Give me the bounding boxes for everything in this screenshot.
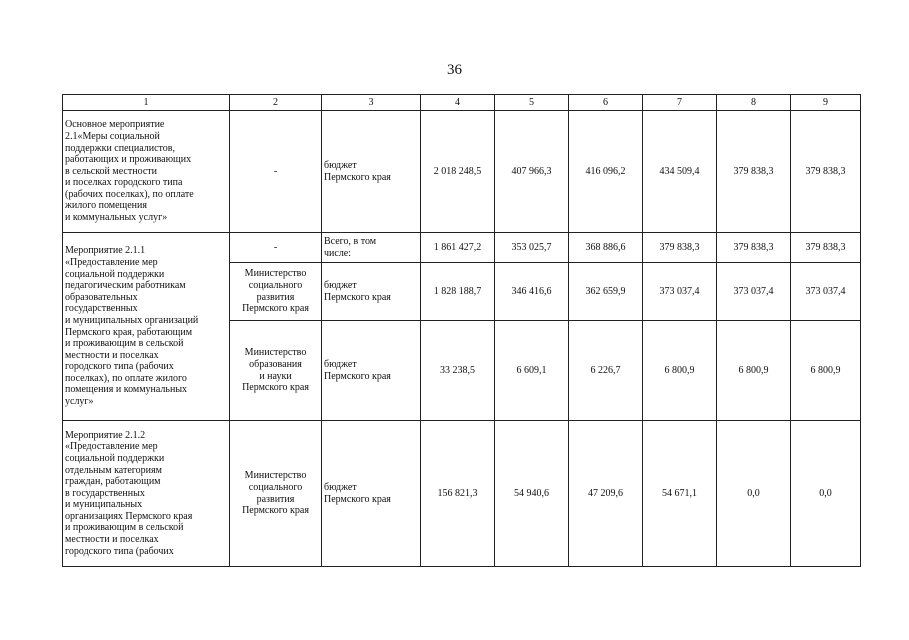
value-cell: 6 800,9	[717, 321, 791, 421]
funding-source-cell: бюджет Пермского края	[322, 263, 421, 321]
column-header: 8	[717, 95, 791, 111]
executor-cell: -	[230, 111, 322, 233]
column-header: 7	[643, 95, 717, 111]
value-cell: 373 037,4	[643, 263, 717, 321]
value-cell: 407 966,3	[495, 111, 569, 233]
column-header: 1	[63, 95, 230, 111]
value-cell: 373 037,4	[717, 263, 791, 321]
table-row	[63, 421, 861, 567]
funding-source-cell: бюджет Пермского края	[322, 421, 421, 567]
funding-source-cell: бюджет Пермского края	[322, 111, 421, 233]
value-cell: 368 886,6	[569, 233, 643, 263]
column-number-row	[63, 95, 861, 111]
column-header: 3	[322, 95, 421, 111]
executor-cell: -	[230, 233, 322, 263]
value-cell: 47 209,6	[569, 421, 643, 567]
executor-cell: Министерство социального развития Пермского края	[230, 263, 322, 321]
funding-source-cell: Всего, в том числе:	[322, 233, 421, 263]
value-cell: 379 838,3	[791, 111, 861, 233]
value-cell: 2 018 248,5	[421, 111, 495, 233]
activity-description: Основное мероприятие 2.1«Меры социальной поддержки специалистов, работающих и проживающих в сельской местности и поселках городского типа (рабочих поселках), по оплате жилого помещения и коммунальных услуг»	[63, 111, 230, 233]
activity-description: Мероприятие 2.1.2 «Предоставление мер социальной поддержки отдельным категориям граждан, работающим в государственных и муниципальных организациях Пермского края и проживающим в сельской местности и поселках городского типа (рабочих	[63, 421, 230, 567]
value-cell: 362 659,9	[569, 263, 643, 321]
value-cell: 1 828 188,7	[421, 263, 495, 321]
value-cell: 54 671,1	[643, 421, 717, 567]
value-cell: 54 940,6	[495, 421, 569, 567]
table-row	[63, 233, 861, 263]
column-header: 6	[569, 95, 643, 111]
value-cell: 379 838,3	[717, 111, 791, 233]
value-cell: 346 416,6	[495, 263, 569, 321]
column-header: 9	[791, 95, 861, 111]
value-cell: 379 838,3	[717, 233, 791, 263]
activity-description: Мероприятие 2.1.1 «Предоставление мер социальной поддержки педагогическим работникам образовательных государственных и муниципальных организаций Пермского края, работающим и проживающим в сельской местности и поселках городского типа (рабочих поселках), по оплате жилого помещения и коммунальных услуг»	[63, 233, 230, 421]
column-header: 2	[230, 95, 322, 111]
value-cell: 0,0	[791, 421, 861, 567]
value-cell: 156 821,3	[421, 421, 495, 567]
value-cell: 434 509,4	[643, 111, 717, 233]
value-cell: 373 037,4	[791, 263, 861, 321]
financing-table	[62, 94, 861, 567]
value-cell: 6 800,9	[643, 321, 717, 421]
value-cell: 6 609,1	[495, 321, 569, 421]
page-number: 36	[447, 62, 462, 78]
executor-cell: Министерство социального развития Пермского края	[230, 421, 322, 567]
column-header: 4	[421, 95, 495, 111]
value-cell: 6 800,9	[791, 321, 861, 421]
executor-cell: Министерство образования и науки Пермского края	[230, 321, 322, 421]
value-cell: 379 838,3	[643, 233, 717, 263]
column-header: 5	[495, 95, 569, 111]
value-cell: 6 226,7	[569, 321, 643, 421]
value-cell: 0,0	[717, 421, 791, 567]
value-cell: 33 238,5	[421, 321, 495, 421]
value-cell: 353 025,7	[495, 233, 569, 263]
value-cell: 416 096,2	[569, 111, 643, 233]
value-cell: 1 861 427,2	[421, 233, 495, 263]
value-cell: 379 838,3	[791, 233, 861, 263]
funding-source-cell: бюджет Пермского края	[322, 321, 421, 421]
table-row	[63, 111, 861, 233]
